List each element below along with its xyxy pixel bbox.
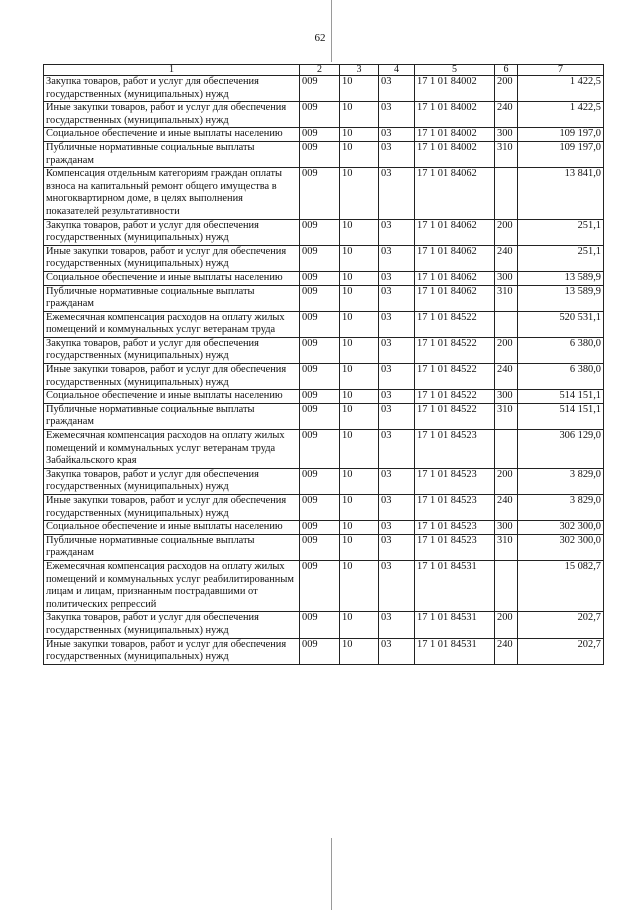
row-subsection-code: 03 [379, 364, 415, 390]
row-section-code: 10 [340, 468, 379, 494]
row-section-code: 10 [340, 364, 379, 390]
row-expense-type-code: 240 [495, 495, 518, 521]
table-row [44, 521, 604, 535]
row-name: Закупка товаров, работ и услуг для обеспечения государственных (муниципальных) нужд [44, 468, 300, 494]
row-subsection-code: 03 [379, 337, 415, 363]
row-grbs-code: 009 [300, 430, 340, 469]
row-section-code: 10 [340, 102, 379, 128]
row-subsection-code: 03 [379, 271, 415, 285]
row-amount: 202,7 [518, 612, 604, 638]
row-subsection-code: 03 [379, 403, 415, 429]
row-target-code: 17 1 01 84523 [415, 468, 495, 494]
row-expense-type-code [495, 430, 518, 469]
row-grbs-code: 009 [300, 271, 340, 285]
row-section-code: 10 [340, 76, 379, 102]
row-section-code: 10 [340, 560, 379, 611]
row-expense-type-code: 240 [495, 102, 518, 128]
row-name: Закупка товаров, работ и услуг для обеспечения государственных (муниципальных) нужд [44, 337, 300, 363]
row-subsection-code: 03 [379, 468, 415, 494]
column-header: 2 [300, 65, 340, 76]
row-name: Публичные нормативные социальные выплаты гражданам [44, 285, 300, 311]
row-amount: 306 129,0 [518, 430, 604, 469]
row-target-code: 17 1 01 84522 [415, 311, 495, 337]
column-header: 7 [518, 65, 604, 76]
table-row [44, 534, 604, 560]
fold-mark-top [331, 0, 332, 62]
table-row [44, 102, 604, 128]
row-section-code: 10 [340, 612, 379, 638]
row-target-code: 17 1 01 84002 [415, 128, 495, 142]
table-row [44, 141, 604, 167]
row-subsection-code: 03 [379, 521, 415, 535]
row-target-code: 17 1 01 84062 [415, 285, 495, 311]
row-subsection-code: 03 [379, 245, 415, 271]
row-target-code: 17 1 01 84523 [415, 534, 495, 560]
row-section-code: 10 [340, 219, 379, 245]
row-subsection-code: 03 [379, 102, 415, 128]
row-amount: 302 300,0 [518, 534, 604, 560]
row-expense-type-code: 310 [495, 403, 518, 429]
table-row [44, 245, 604, 271]
row-grbs-code: 009 [300, 364, 340, 390]
row-section-code: 10 [340, 337, 379, 363]
table-row [44, 390, 604, 404]
row-subsection-code: 03 [379, 390, 415, 404]
row-expense-type-code [495, 168, 518, 219]
table-row [44, 430, 604, 469]
row-subsection-code: 03 [379, 76, 415, 102]
table-row [44, 403, 604, 429]
row-amount: 3 829,0 [518, 495, 604, 521]
row-name: Иные закупки товаров, работ и услуг для обеспечения государственных (муниципальных) нужд [44, 102, 300, 128]
row-name: Социальное обеспечение и иные выплаты населению [44, 128, 300, 142]
table-row [44, 128, 604, 142]
row-subsection-code: 03 [379, 219, 415, 245]
row-section-code: 10 [340, 534, 379, 560]
row-subsection-code: 03 [379, 128, 415, 142]
row-section-code: 10 [340, 430, 379, 469]
row-grbs-code: 009 [300, 612, 340, 638]
table-row [44, 495, 604, 521]
row-grbs-code: 009 [300, 534, 340, 560]
row-grbs-code: 009 [300, 76, 340, 102]
row-target-code: 17 1 01 84002 [415, 141, 495, 167]
row-section-code: 10 [340, 638, 379, 664]
row-expense-type-code: 300 [495, 271, 518, 285]
row-target-code: 17 1 01 84531 [415, 612, 495, 638]
row-amount: 251,1 [518, 245, 604, 271]
row-section-code: 10 [340, 141, 379, 167]
row-name: Закупка товаров, работ и услуг для обеспечения государственных (муниципальных) нужд [44, 219, 300, 245]
row-name: Иные закупки товаров, работ и услуг для обеспечения государственных (муниципальных) нужд [44, 495, 300, 521]
row-grbs-code: 009 [300, 638, 340, 664]
row-section-code: 10 [340, 390, 379, 404]
row-name: Социальное обеспечение и иные выплаты населению [44, 390, 300, 404]
row-expense-type-code: 240 [495, 364, 518, 390]
row-amount: 520 531,1 [518, 311, 604, 337]
table-row [44, 311, 604, 337]
row-name: Иные закупки товаров, работ и услуг для обеспечения государственных (муниципальных) нужд [44, 364, 300, 390]
row-grbs-code: 009 [300, 168, 340, 219]
row-subsection-code: 03 [379, 495, 415, 521]
row-target-code: 17 1 01 84062 [415, 219, 495, 245]
row-target-code: 17 1 01 84522 [415, 364, 495, 390]
row-name: Закупка товаров, работ и услуг для обеспечения государственных (муниципальных) нужд [44, 612, 300, 638]
row-target-code: 17 1 01 84062 [415, 245, 495, 271]
fold-mark-bottom [331, 838, 332, 910]
row-amount: 514 151,1 [518, 403, 604, 429]
row-expense-type-code [495, 560, 518, 611]
row-grbs-code: 009 [300, 311, 340, 337]
row-target-code: 17 1 01 84002 [415, 102, 495, 128]
column-header: 4 [379, 65, 415, 76]
row-amount: 302 300,0 [518, 521, 604, 535]
table-row [44, 271, 604, 285]
row-target-code: 17 1 01 84523 [415, 495, 495, 521]
row-section-code: 10 [340, 403, 379, 429]
row-amount: 251,1 [518, 219, 604, 245]
row-subsection-code: 03 [379, 638, 415, 664]
row-expense-type-code: 310 [495, 534, 518, 560]
table-row [44, 219, 604, 245]
row-subsection-code: 03 [379, 534, 415, 560]
column-header: 5 [415, 65, 495, 76]
row-section-code: 10 [340, 271, 379, 285]
row-amount: 6 380,0 [518, 364, 604, 390]
row-target-code: 17 1 01 84523 [415, 521, 495, 535]
row-grbs-code: 009 [300, 102, 340, 128]
row-expense-type-code: 200 [495, 76, 518, 102]
row-expense-type-code: 200 [495, 337, 518, 363]
row-grbs-code: 009 [300, 521, 340, 535]
row-section-code: 10 [340, 285, 379, 311]
row-grbs-code: 009 [300, 141, 340, 167]
row-name: Иные закупки товаров, работ и услуг для обеспечения государственных (муниципальных) нужд [44, 245, 300, 271]
row-section-code: 10 [340, 128, 379, 142]
row-target-code: 17 1 01 84531 [415, 560, 495, 611]
row-grbs-code: 009 [300, 403, 340, 429]
row-expense-type-code: 300 [495, 390, 518, 404]
row-amount: 1 422,5 [518, 76, 604, 102]
row-name: Ежемесячная компенсация расходов на оплату жилых помещений и коммунальных услуг ветеранам труда [44, 311, 300, 337]
row-section-code: 10 [340, 245, 379, 271]
row-target-code: 17 1 01 84062 [415, 271, 495, 285]
column-header-row [44, 65, 604, 76]
column-header: 6 [495, 65, 518, 76]
row-grbs-code: 009 [300, 390, 340, 404]
table-row [44, 638, 604, 664]
table-body [44, 76, 604, 665]
row-name: Ежемесячная компенсация расходов на оплату жилых помещений и коммунальных услуг реабилитированным лицам и лицам, признанным пострадавшими от политических репрессий [44, 560, 300, 611]
row-name: Публичные нормативные социальные выплаты гражданам [44, 141, 300, 167]
row-grbs-code: 009 [300, 337, 340, 363]
row-subsection-code: 03 [379, 612, 415, 638]
table-row [44, 468, 604, 494]
row-name: Ежемесячная компенсация расходов на оплату жилых помещений и коммунальных услуг ветеранам труда Забайкальского края [44, 430, 300, 469]
row-subsection-code: 03 [379, 311, 415, 337]
row-subsection-code: 03 [379, 430, 415, 469]
table-row [44, 560, 604, 611]
row-name: Компенсация отдельным категориям граждан оплаты взноса на капитальный ремонт общего имущества в многоквартирном доме, в целях выполнения показателей результативности [44, 168, 300, 219]
row-amount: 15 082,7 [518, 560, 604, 611]
row-amount: 109 197,0 [518, 128, 604, 142]
table-row [44, 612, 604, 638]
row-expense-type-code: 200 [495, 219, 518, 245]
row-section-code: 10 [340, 521, 379, 535]
row-target-code: 17 1 01 84522 [415, 390, 495, 404]
page-number: 62 [314, 32, 326, 44]
row-subsection-code: 03 [379, 560, 415, 611]
row-grbs-code: 009 [300, 560, 340, 611]
row-subsection-code: 03 [379, 141, 415, 167]
row-name: Публичные нормативные социальные выплаты гражданам [44, 403, 300, 429]
row-amount: 13 589,9 [518, 271, 604, 285]
column-header: 1 [44, 65, 300, 76]
row-grbs-code: 009 [300, 495, 340, 521]
row-target-code: 17 1 01 84522 [415, 337, 495, 363]
row-section-code: 10 [340, 168, 379, 219]
row-grbs-code: 009 [300, 219, 340, 245]
budget-table [43, 64, 604, 665]
row-grbs-code: 009 [300, 245, 340, 271]
row-name: Публичные нормативные социальные выплаты гражданам [44, 534, 300, 560]
row-target-code: 17 1 01 84002 [415, 76, 495, 102]
row-section-code: 10 [340, 311, 379, 337]
row-expense-type-code: 300 [495, 521, 518, 535]
row-expense-type-code: 240 [495, 245, 518, 271]
row-target-code: 17 1 01 84062 [415, 168, 495, 219]
row-target-code: 17 1 01 84531 [415, 638, 495, 664]
row-subsection-code: 03 [379, 285, 415, 311]
row-amount: 13 841,0 [518, 168, 604, 219]
row-expense-type-code: 310 [495, 285, 518, 311]
row-amount: 514 151,1 [518, 390, 604, 404]
row-expense-type-code: 200 [495, 612, 518, 638]
table-row [44, 76, 604, 102]
row-amount: 202,7 [518, 638, 604, 664]
row-amount: 109 197,0 [518, 141, 604, 167]
row-grbs-code: 009 [300, 128, 340, 142]
row-target-code: 17 1 01 84522 [415, 403, 495, 429]
row-expense-type-code: 200 [495, 468, 518, 494]
row-name: Закупка товаров, работ и услуг для обеспечения государственных (муниципальных) нужд [44, 76, 300, 102]
table-row [44, 285, 604, 311]
row-grbs-code: 009 [300, 285, 340, 311]
row-grbs-code: 009 [300, 468, 340, 494]
row-amount: 6 380,0 [518, 337, 604, 363]
table-row [44, 337, 604, 363]
table-row [44, 168, 604, 219]
row-subsection-code: 03 [379, 168, 415, 219]
row-amount: 3 829,0 [518, 468, 604, 494]
row-expense-type-code: 310 [495, 141, 518, 167]
row-target-code: 17 1 01 84523 [415, 430, 495, 469]
row-expense-type-code [495, 311, 518, 337]
row-name: Социальное обеспечение и иные выплаты населению [44, 521, 300, 535]
row-name: Иные закупки товаров, работ и услуг для обеспечения государственных (муниципальных) нужд [44, 638, 300, 664]
row-section-code: 10 [340, 495, 379, 521]
row-amount: 1 422,5 [518, 102, 604, 128]
row-expense-type-code: 300 [495, 128, 518, 142]
column-header: 3 [340, 65, 379, 76]
table-row [44, 364, 604, 390]
row-amount: 13 589,9 [518, 285, 604, 311]
row-name: Социальное обеспечение и иные выплаты населению [44, 271, 300, 285]
row-expense-type-code: 240 [495, 638, 518, 664]
